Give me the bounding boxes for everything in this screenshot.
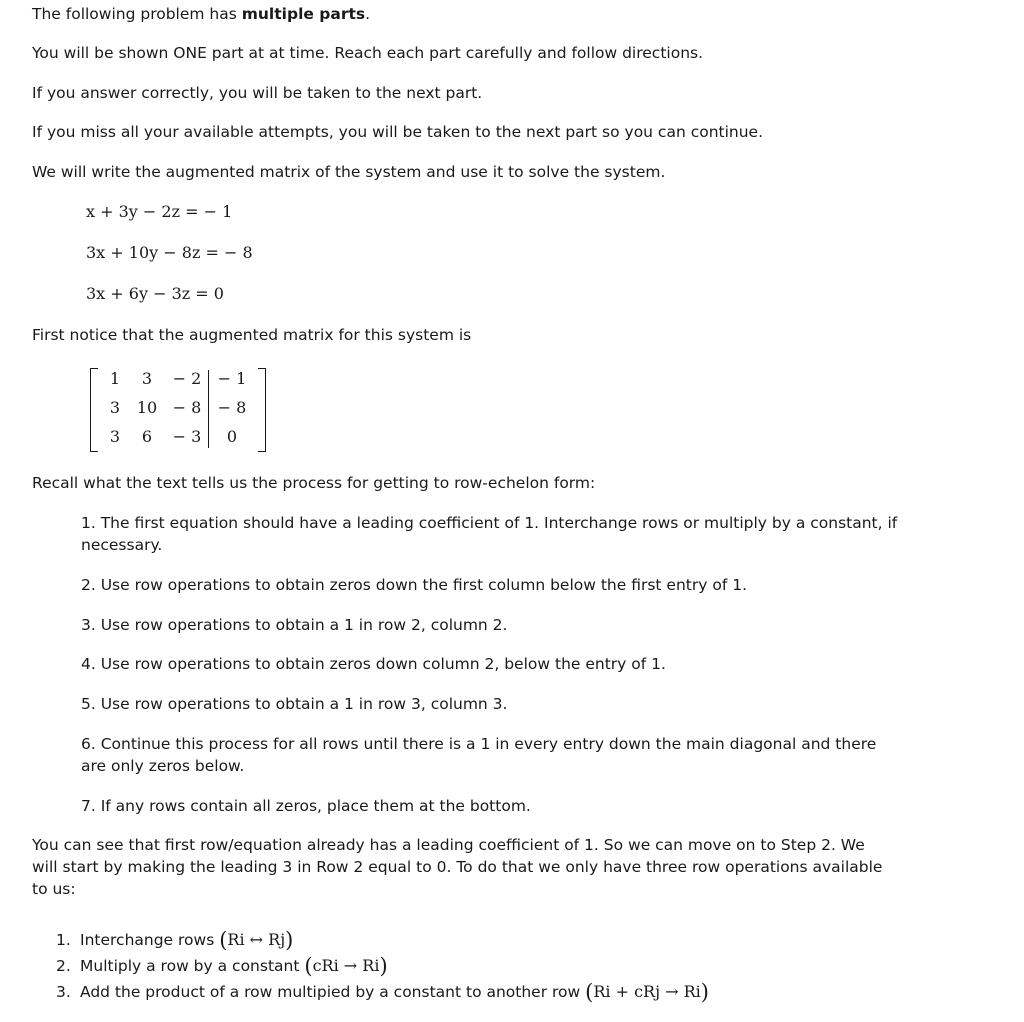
row-operation-3: 3. Add the product of a row multipied by a constant to another row (Ri + cRj → Ri) bbox=[56, 980, 709, 1004]
matrix-cell: 10 bbox=[136, 398, 158, 417]
step-4: 4. Use row operations to obtain zeros down column 2, below the entry of 1. bbox=[81, 655, 666, 673]
row-operation-number: 3. bbox=[56, 983, 71, 1001]
matrix-right-bracket bbox=[258, 368, 266, 452]
step-3: 3. Use row operations to obtain a 1 in row 2, column 2. bbox=[81, 616, 508, 634]
row-operation-formula: Ri + cRj → Ri bbox=[593, 982, 701, 1001]
equation-1: x + 3y − 2z = − 1 bbox=[86, 202, 233, 221]
matrix-augment-bar bbox=[208, 370, 209, 448]
intro-line-1-suffix: . bbox=[365, 5, 371, 23]
matrix-cell: 1 bbox=[109, 369, 121, 388]
row-operation-text: Interchange rows bbox=[80, 931, 220, 949]
matrix-cell: − 8 bbox=[217, 398, 247, 417]
matrix-cell: − 8 bbox=[172, 398, 202, 417]
row-operation-number: 1. bbox=[56, 931, 71, 949]
intro-line-2: You will be shown ONE part at at time. Reach each part carefully and follow directions. bbox=[32, 44, 704, 62]
step-1: 1. The first equation should have a leading coefficient of 1. Interchange rows or multiply by a constant, if necessary. bbox=[81, 514, 898, 554]
step-7: 7. If any rows contain all zeros, place them at the bottom. bbox=[81, 797, 531, 815]
row-operation-number: 2. bbox=[56, 957, 71, 975]
equation-3: 3x + 6y − 3z = 0 bbox=[86, 284, 224, 303]
recall-text: Recall what the text tells us the process for getting to row-echelon form: bbox=[32, 474, 596, 492]
row-operation-text: Add the product of a row multipied by a constant to another row bbox=[80, 983, 586, 1001]
step2-paragraph: You can see that first row/equation already has a leading coefficient of 1. So we can move on to Step 2. We will start by making the leading 3 in Row 2 equal to 0. To do that we only have three row operations available to us: bbox=[32, 836, 883, 898]
matrix-cell: 3 bbox=[109, 398, 121, 417]
matrix-cell: 3 bbox=[141, 369, 153, 388]
matrix-intro: First notice that the augmented matrix for this system is bbox=[32, 326, 472, 344]
step-6: 6. Continue this process for all rows until there is a 1 in every entry down the main diagonal and there are only zeros below. bbox=[81, 735, 877, 775]
matrix-cell: 6 bbox=[141, 427, 153, 446]
equation-2: 3x + 10y − 8z = − 8 bbox=[86, 243, 253, 262]
step-2: 2. Use row operations to obtain zeros down the first column below the first entry of 1. bbox=[81, 576, 748, 594]
row-operation-1: 1. Interchange rows (Ri ↔ Rj) bbox=[56, 928, 294, 952]
augmented-matrix bbox=[90, 368, 266, 452]
matrix-cell: − 1 bbox=[217, 369, 247, 388]
step-5: 5. Use row operations to obtain a 1 in row 3, column 3. bbox=[81, 695, 508, 713]
matrix-cell: 0 bbox=[226, 427, 238, 446]
matrix-cell: 3 bbox=[109, 427, 121, 446]
row-operation-formula: Ri ↔ Rj bbox=[227, 930, 286, 949]
row-operation-formula: cRi → Ri bbox=[312, 956, 380, 975]
row-operation-text: Multiply a row by a constant bbox=[80, 957, 305, 975]
intro-line-5: We will write the augmented matrix of the system and use it to solve the system. bbox=[32, 163, 666, 181]
intro-line-1-prefix: The following problem has bbox=[32, 5, 242, 23]
intro-line-1-bold: multiple parts bbox=[241, 5, 366, 23]
intro-line-4: If you miss all your available attempts, you will be taken to the next part so you can continue. bbox=[32, 123, 764, 141]
row-operation-2: 2. Multiply a row by a constant (cRi → Ri) bbox=[56, 954, 388, 978]
intro-line-3: If you answer correctly, you will be taken to the next part. bbox=[32, 84, 483, 102]
intro-line-1 bbox=[32, 3, 370, 25]
matrix-cell: − 2 bbox=[172, 369, 202, 388]
matrix-cell: − 3 bbox=[172, 427, 202, 446]
matrix-left-bracket bbox=[90, 368, 98, 452]
